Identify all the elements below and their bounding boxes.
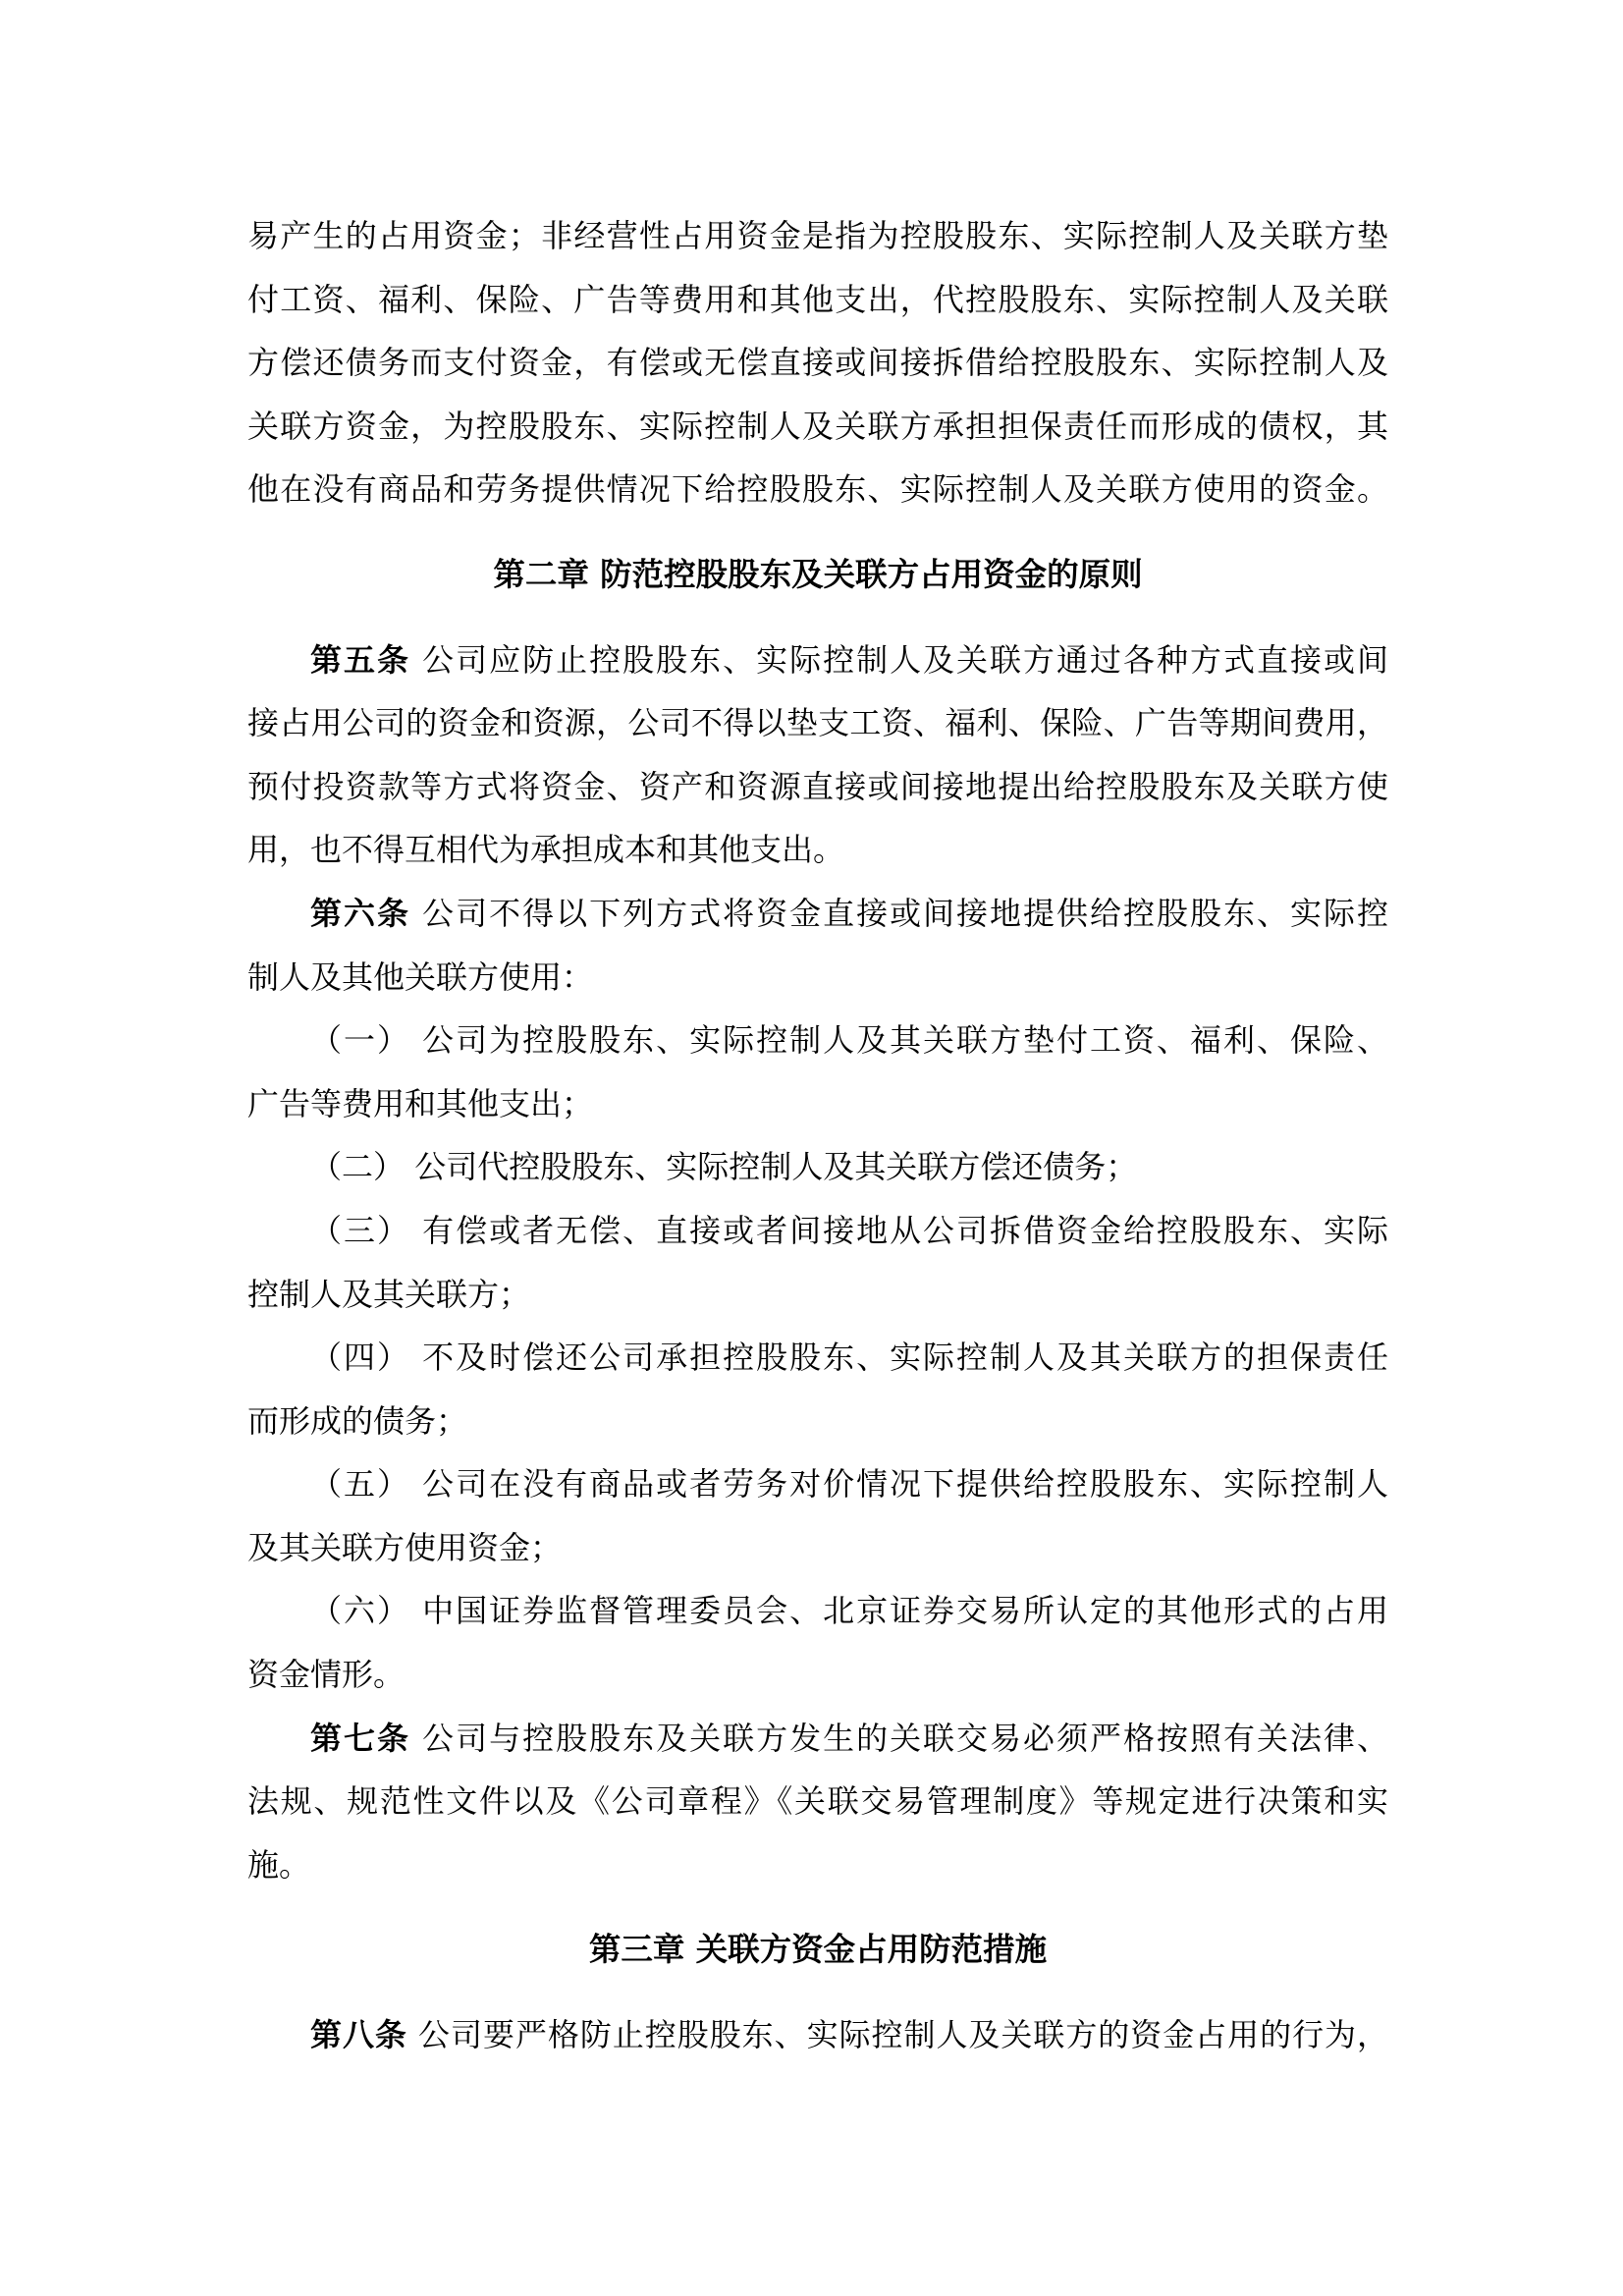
article-label: 第七条 [310, 1719, 410, 1757]
text-line: 控制人及其关联方； [247, 1275, 531, 1313]
text-line [247, 629, 1388, 692]
list-item [247, 1452, 1388, 1579]
article-text: 公司应防止控股股东、实际控制人及关联方通过各种方式直接或间 [422, 640, 1388, 679]
list-item-label: （三） [310, 1211, 410, 1249]
text-line: 方偿还债务而支付资金，有偿或无偿直接或间接拆借给控股股东、实际控制人及 [247, 344, 1388, 382]
text-line: 资金情形。 [247, 1656, 406, 1694]
list-item-label: （五） [310, 1465, 410, 1503]
article-8 [247, 2003, 1388, 2067]
text-line [247, 1135, 1388, 1199]
text-line: 关联方资金，为控股股东、实际控制人及关联方承担担保责任而形成的债权，其 [247, 407, 1388, 445]
list-item-text: 公司在没有商品或者劳务对价情况下提供给控股股东、实际控制人 [422, 1465, 1388, 1503]
list-item-text: 中国证券监督管理委员会、北京证券交易所认定的其他形式的占用 [422, 1592, 1388, 1630]
list-item-label: （四） [310, 1339, 410, 1377]
article-label: 第六条 [310, 894, 410, 932]
text-line: 及其关联方使用资金； [247, 1528, 563, 1566]
list-item-label: （六） [310, 1592, 410, 1630]
article-5 [247, 629, 1388, 882]
text-line: 广告等费用和其他支出； [247, 1084, 594, 1122]
text-line: 法规、规范性文件以及《公司章程》《关联交易管理制度》等规定进行决策和实 [247, 1782, 1388, 1821]
paragraph-intro [247, 204, 1388, 521]
article-text: 公司要严格防止控股股东、实际控制人及关联方的资金占用的行为， [418, 2016, 1388, 2054]
text-line: 施。 [247, 1845, 311, 1884]
list-item [247, 1199, 1388, 1326]
text-line [247, 2003, 1388, 2067]
text-line: 付工资、福利、保险、广告等费用和其他支出，代控股股东、实际控制人及关联 [247, 280, 1388, 318]
article-6 [247, 882, 1388, 1009]
text-line [247, 882, 1388, 946]
list-item [247, 1326, 1388, 1452]
list-item-text: 公司代控股股东、实际控制人及其关联方偿还债务； [414, 1148, 1138, 1186]
text-line: 制人及其他关联方使用： [247, 957, 594, 996]
list-item [247, 1579, 1388, 1706]
text-line [247, 1199, 1388, 1263]
text-line: 他在没有商品和劳务提供情况下给控股股东、实际控制人及关联方使用的资金。 [247, 470, 1388, 509]
article-6-list [247, 1009, 1388, 1707]
list-item [247, 1135, 1388, 1199]
list-item-label: （一） [310, 1021, 410, 1060]
text-line: 易产生的占用资金；非经营性占用资金是指为控股股东、实际控制人及关联方垫 [247, 217, 1388, 254]
article-7 [247, 1707, 1388, 1897]
list-item-text: 公司为控股股东、实际控制人及其关联方垫付工资、福利、保险、 [422, 1021, 1388, 1060]
article-label: 第五条 [310, 640, 410, 679]
text-line: 接占用公司的资金和资源，公司不得以垫支工资、福利、保险、广告等期间费用， [247, 704, 1388, 742]
document-page [247, 204, 1388, 2067]
article-text: 公司与控股股东及关联方发生的关联交易必须严格按照有关法律、 [422, 1719, 1388, 1757]
chapter-heading: 第二章 防范控股股东及关联方占用资金的原则 [493, 554, 1143, 593]
text-line [247, 1326, 1388, 1390]
text-line [247, 1452, 1388, 1516]
text-line [247, 1579, 1388, 1643]
text-line: 预付投资款等方式将资金、资产和资源直接或间接地提出给控股股东及关联方使 [247, 767, 1388, 805]
text-line [247, 1707, 1388, 1771]
text-line: 而形成的债务； [247, 1401, 468, 1440]
article-text: 公司不得以下列方式将资金直接或间接地提供给控股股东、实际控 [422, 894, 1388, 932]
list-item-text: 有偿或者无偿、直接或者间接地从公司拆借资金给控股股东、实际 [422, 1211, 1388, 1249]
list-item [247, 1009, 1388, 1135]
text-line [247, 1009, 1388, 1072]
list-item-label: （二） [310, 1148, 406, 1186]
list-item-text: 不及时偿还公司承担控股股东、实际控制人及其关联方的担保责任 [422, 1339, 1388, 1377]
article-label: 第八条 [310, 2016, 407, 2054]
text-line: 用，也不得互相代为承担成本和其他支出。 [247, 831, 845, 869]
chapter-heading: 第三章 关联方资金占用防范措施 [588, 1930, 1048, 1969]
